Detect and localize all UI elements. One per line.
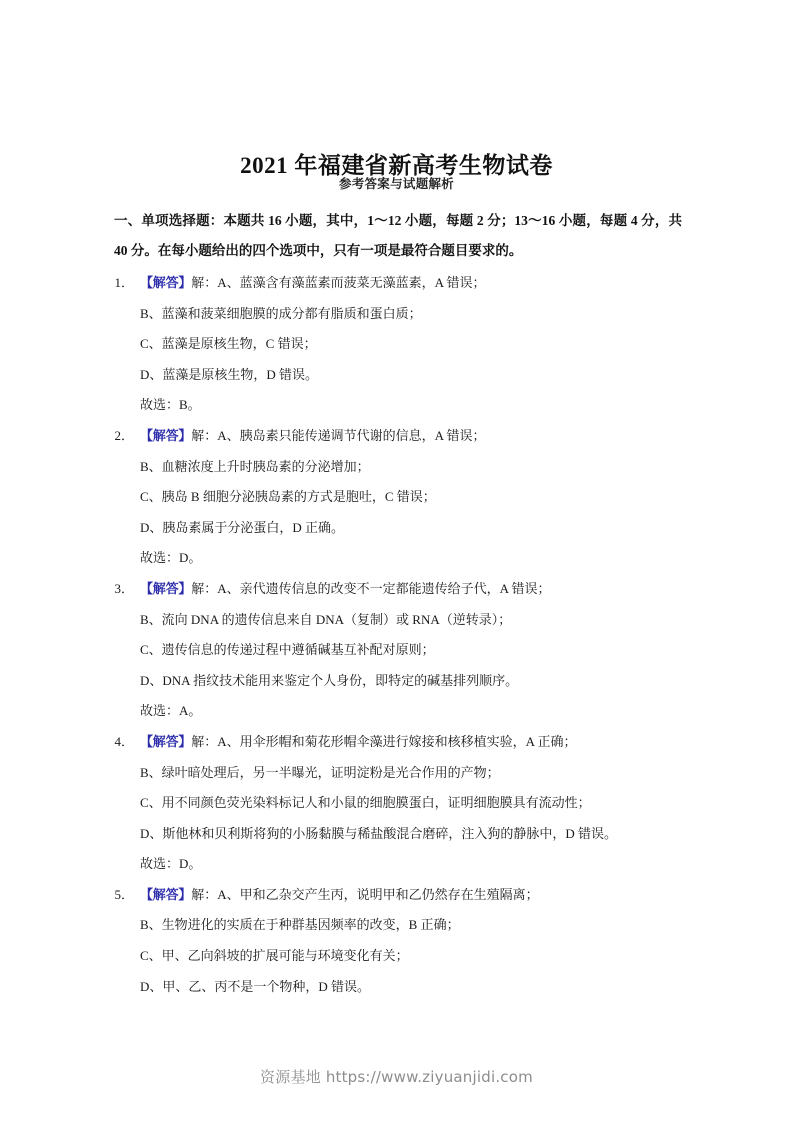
answer-first-line: [114, 421, 682, 452]
answer-option-line: B、流向 DNA 的遗传信息来自 DNA（复制）或 RNA（逆转录）；: [140, 611, 512, 627]
answer-tag: 【解答】: [140, 733, 192, 749]
question-number: 3．: [114, 580, 134, 596]
page-title: 2021 年福建省新高考生物试卷: [240, 153, 553, 179]
answer-option-line: D、胰岛素属于分泌蛋白，D 正确。: [140, 519, 345, 535]
answer-block-3: [114, 574, 682, 727]
answer-option-line: C、遗传信息的传递过程中遵循碱基互补配对原则；: [140, 642, 435, 658]
answer-option-line: C、蓝藻是原核生物，C 错误；: [140, 336, 317, 352]
answer-first-text: 解：A、胰岛素只能传递调节代谢的信息，A 错误；: [191, 427, 486, 443]
answer-choice-line: 故选：D。: [140, 550, 202, 566]
answer-choice-line: 故选：D。: [140, 856, 202, 872]
answer-first-text: 解：A、蓝藻含有藻蓝素而菠菜无藻蓝素，A 错误；: [191, 275, 486, 290]
answer-first-line: [114, 880, 682, 911]
answer-block-1: [114, 268, 682, 421]
answer-choice-line: 故选：B。: [140, 397, 201, 413]
section-header: 一、单项选择题：本题共 16 小题，其中，1～12 小题，每题 2 分；13～16 小题，每题 4 分，共 40 分。在每小题给出的四个选项中，只有一项是最符合题目要求的。: [114, 213, 682, 258]
answer-option-line: B、血糖浓度上升时胰岛素的分泌增加；: [140, 458, 370, 474]
answer-option-line: C、甲、乙向斜坡的扩展可能与环境变化有关；: [140, 948, 409, 964]
answer-first-line: [114, 268, 682, 299]
question-number: 4．: [114, 733, 134, 749]
question-number: 5．: [114, 886, 134, 902]
answer-option-line: D、蓝藻是原核生物，D 错误。: [140, 366, 319, 382]
answer-first-text: 解：A、甲和乙杂交产生丙，说明甲和乙仍然存在生殖隔离；: [191, 886, 539, 902]
answer-tag: 【解答】: [140, 580, 192, 596]
answer-option-line: C、胰岛 B 细胞分泌胰岛素的方式是胞吐，C 错误；: [140, 489, 436, 505]
answer-option-line: C、用不同颜色荧光染料标记人和小鼠的细胞膜蛋白，证明细胞膜具有流动性；: [140, 795, 591, 811]
answer-block-5: [114, 880, 682, 1002]
answer-option-line: B、绿叶暗处理后，另一半曝光，证明淀粉是光合作用的产物；: [140, 764, 500, 780]
answer-block-2: [114, 421, 682, 574]
answer-tag: 【解答】: [140, 427, 192, 443]
answer-first-text: 解：A、亲代遗传信息的改变不一定都能遗传给子代，A 错误；: [191, 580, 551, 596]
answer-option-line: D、斯他林和贝利斯将狗的小肠黏膜与稀盐酸混合磨碎，注入狗的静脉中，D 错误。: [140, 825, 618, 841]
answer-content: [114, 206, 682, 1002]
answer-first-text: 解：A、用伞形帽和菊花形帽伞藻进行嫁接和核移植实验，A 正确；: [191, 733, 577, 749]
answer-first-line: [114, 727, 682, 758]
answer-first-line: [114, 574, 682, 605]
page-subtitle: 参考答案与试题解析: [338, 177, 455, 191]
answer-option-line: B、蓝藻和菠菜细胞膜的成分都有脂质和蛋白质；: [140, 305, 422, 321]
answer-option-line: D、甲、乙、丙不是一个物种，D 错误。: [140, 978, 371, 994]
answer-option-line: B、生物进化的实质在于种群基因频率的改变，B 正确；: [140, 917, 460, 933]
answer-tag: 【解答】: [140, 886, 192, 902]
footer-watermark: 资源基地 https://www.ziyuanjidi.com: [260, 1068, 533, 1086]
question-number: 1．: [114, 275, 134, 290]
answer-tag: 【解答】: [140, 275, 192, 290]
answer-option-line: D、DNA 指纹技术能用来鉴定个人身份，即特定的碱基排列顺序。: [140, 672, 519, 688]
answer-block-4: [114, 727, 682, 880]
question-number: 2．: [114, 427, 134, 443]
answer-choice-line: 故选：A。: [140, 703, 202, 719]
